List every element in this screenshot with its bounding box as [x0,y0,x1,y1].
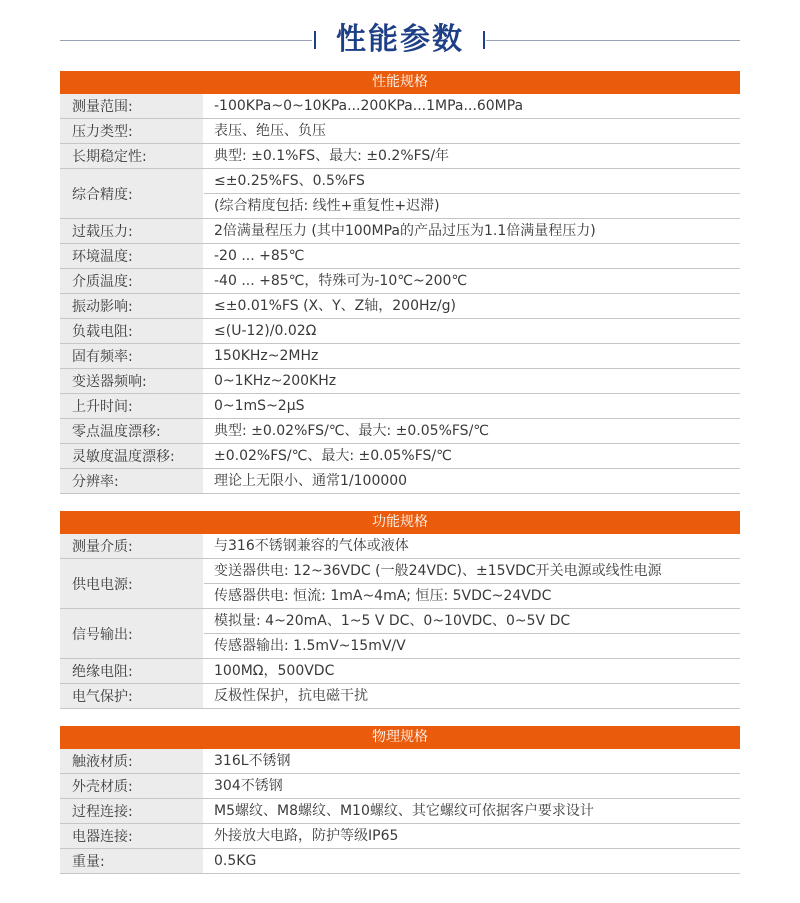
spec-row [60,94,740,119]
spec-row [60,609,740,659]
spec-value: 与316不锈钢兼容的气体或液体 [214,538,409,554]
spec-label: 供电电源: [60,559,204,608]
spec-value: ≤(U-12)/0.02Ω [214,323,317,339]
spec-row [60,659,740,684]
spec-values [204,849,740,873]
spec-label: 过载压力: [60,219,204,243]
spec-row [60,684,740,709]
spec-row [60,294,740,319]
spec-label: 过程连接: [60,799,204,823]
spec-value: ≤±0.25%FS、0.5%FS [214,173,365,189]
spec-value: 反极性保护，抗电磁干扰 [214,688,368,704]
page-title: 性能参数 [336,22,464,57]
spec-value: 传感器输出: 1.5mV~15mV/V [204,633,740,658]
spec-value: 典型: ±0.1%FS、最大: ±0.2%FS/年 [214,148,450,164]
spec-label: 介质温度: [60,269,204,293]
spec-label: 变送器频响: [60,369,204,393]
spec-label: 压力类型: [60,119,204,143]
spec-values [204,219,740,243]
spec-values [204,94,740,118]
section-function [60,511,740,709]
spec-row [60,469,740,494]
spec-label: 信号输出: [60,609,204,658]
spec-label: 振动影响: [60,294,204,318]
spec-value: 0~1mS~2μS [214,398,305,414]
spec-label: 固有频率: [60,344,204,368]
spec-values [204,559,740,608]
spec-row [60,559,740,609]
spec-row [60,169,740,219]
spec-values [204,169,740,218]
spec-values [204,119,740,143]
spec-value: 304不锈钢 [214,778,283,794]
spec-value: 外接放大电路，防护等级IP65 [214,828,399,844]
spec-value: 典型: ±0.02%FS/℃、最大: ±0.05%FS/℃ [214,423,490,439]
section-heading: 物理规格 [60,726,740,749]
spec-value: 2倍满量程压力 (其中100MPa的产品过压为1.1倍满量程压力) [214,223,596,239]
spec-values [204,419,740,443]
spec-row [60,824,740,849]
section-performance [60,71,740,494]
spec-label: 触液材质: [60,749,204,773]
spec-row [60,269,740,294]
spec-value: ≤±0.01%FS (X、Y、Z轴，200Hz/g) [214,298,456,314]
spec-values [204,799,740,823]
spec-row [60,369,740,394]
spec-label: 综合精度: [60,169,204,218]
spec-values [204,394,740,418]
spec-values [204,774,740,798]
spec-label: 测量介质: [60,534,204,558]
spec-value: -100KPa~0~10KPa...200KPa...1MPa...60MPa [214,98,524,114]
spec-values [204,469,740,493]
spec-row [60,774,740,799]
spec-value: ±0.02%FS/℃、最大: ±0.05%FS/℃ [214,448,452,464]
spec-value: (综合精度包括: 线性+重复性+迟滞) [204,193,740,218]
spec-values [204,244,740,268]
spec-label: 电气保护: [60,684,204,708]
spec-label: 零点温度漂移: [60,419,204,443]
spec-row [60,799,740,824]
header-rule-left [60,40,312,41]
spec-label: 测量范围: [60,94,204,118]
section-heading: 性能规格 [60,71,740,94]
header-tick-left [314,31,316,49]
spec-values [204,659,740,683]
spec-label: 上升时间: [60,394,204,418]
spec-values [204,684,740,708]
header-rule-right [486,40,740,41]
spec-row [60,119,740,144]
spec-row [60,344,740,369]
spec-row [60,144,740,169]
spec-label: 长期稳定性: [60,144,204,168]
spec-row [60,534,740,559]
spec-label: 分辨率: [60,469,204,493]
spec-value: 0~1KHz~200KHz [214,373,337,389]
spec-label: 外壳材质: [60,774,204,798]
spec-row [60,219,740,244]
spec-values [204,824,740,848]
spec-label: 灵敏度温度漂移: [60,444,204,468]
spec-values [204,144,740,168]
spec-values [204,534,740,558]
spec-values [204,369,740,393]
spec-value: 传感器供电: 恒流: 1mA~4mA; 恒压: 5VDC~24VDC [204,583,740,608]
spec-label: 绝缘电阻: [60,659,204,683]
spec-value: -40 ... +85℃，特殊可为-10℃~200℃ [214,273,468,289]
spec-value: 316L不锈钢 [214,753,291,769]
spec-row [60,394,740,419]
spec-row [60,244,740,269]
spec-values [204,749,740,773]
spec-label: 重量: [60,849,204,873]
spec-label: 负载电阻: [60,319,204,343]
spec-row [60,419,740,444]
spec-value: 模拟量: 4~20mA、1~5 V DC、0~10VDC、0~5V DC [214,613,571,629]
spec-row [60,444,740,469]
spec-values [204,319,740,343]
spec-value: M5螺纹、M8螺纹、M10螺纹、其它螺纹可依据客户要求设计 [214,803,594,819]
section-physical [60,726,740,874]
spec-values [204,344,740,368]
spec-value: 表压、绝压、负压 [214,123,326,139]
spec-value: -20 ... +85℃ [214,248,305,264]
spec-label: 环境温度: [60,244,204,268]
spec-row [60,749,740,774]
spec-value: 0.5KG [214,853,257,869]
spec-values [204,609,740,658]
spec-value: 100MΩ，500VDC [214,663,335,679]
spec-row [60,849,740,874]
spec-values [204,269,740,293]
spec-value: 变送器供电: 12~36VDC (一般24VDC)、±15VDC开关电源或线性电源 [214,563,662,579]
spec-values [204,294,740,318]
page-header [0,18,800,62]
section-heading: 功能规格 [60,511,740,534]
spec-label: 电器连接: [60,824,204,848]
spec-value: 150KHz~2MHz [214,348,319,364]
spec-values [204,444,740,468]
spec-row [60,319,740,344]
header-tick-right [483,31,485,49]
spec-value: 理论上无限小、通常1/100000 [214,473,408,489]
